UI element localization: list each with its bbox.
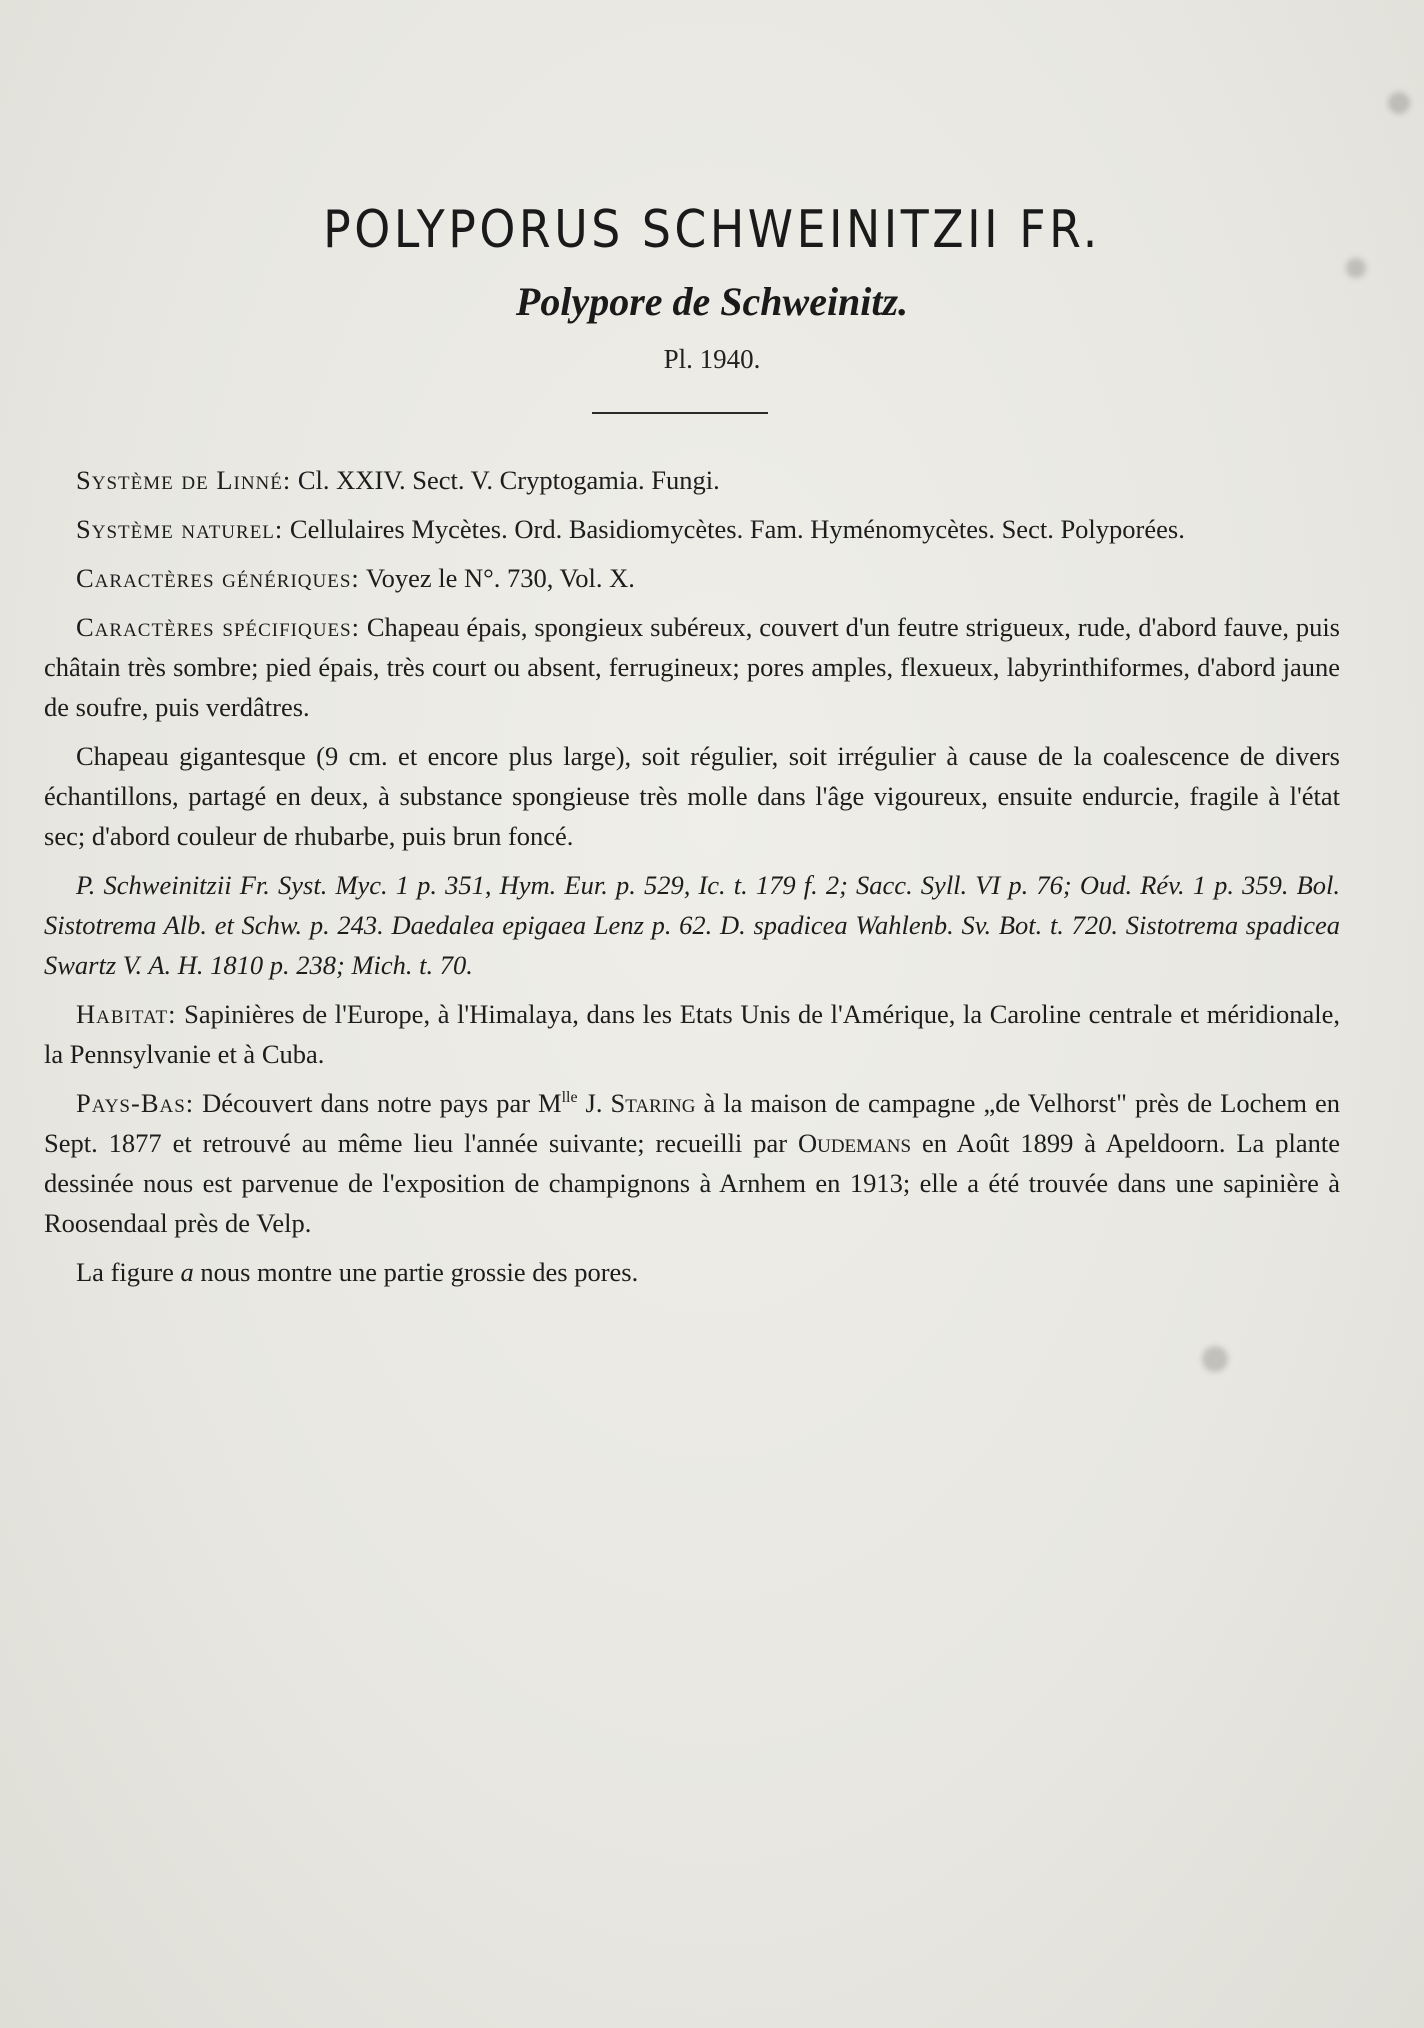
text-paysbas-3: à la maison de campagne „de Velhorst" près de Lochem en Sept. 1877 et retrouvé au même lieu l'année suivante; recueilli par — [44, 1088, 1340, 1158]
stain-spot — [1346, 258, 1366, 278]
paragraph-habitat — [44, 994, 1340, 1074]
label-specifiques: Caractères spécifiques: — [76, 612, 360, 642]
paragraph-synonyms: P. Schweinitzii Fr. Syst. Myc. 1 p. 351, Hym. Eur. p. 529, Ic. t. 179 f. 2; Sacc. Syll. VI p. 76; Oud. Rév. 1 p. 359. Bol. Sistotrema Alb. et Schw. p. 243. Daedalea epigaea Lenz p. 62. D. spadicea Wahlenb. Sv. Bot. t. 720. Sistotrema spadicea Swartz V. A. H. 1810 p. 238; Mich. t. 70. — [44, 870, 1340, 980]
name-oudemans: Oudemans — [797, 1128, 912, 1158]
paragraph-naturel — [44, 509, 1340, 549]
paragraph-paysbas — [44, 1083, 1340, 1243]
plate-number: Pl. 1940. — [663, 344, 761, 374]
label-linne: Système de Linné: — [76, 465, 292, 495]
stain-spot — [1388, 92, 1410, 114]
text-figure-2: nous montre une partie grossie des pores. — [193, 1257, 639, 1287]
stain-spot — [1202, 1346, 1228, 1372]
label-naturel: Système naturel: — [76, 514, 284, 544]
paragraph-specifiques — [44, 607, 1340, 727]
article-body — [44, 460, 1340, 1301]
text-linne: Cl. XXIV. Sect. V. Cryptogamia. Fungi. — [291, 465, 720, 495]
page-title: POLYPORUS SCHWEINITZII FR. — [323, 200, 1101, 260]
text-paysbas-1: Découvert dans notre pays par M — [194, 1088, 562, 1118]
figure-letter: a — [180, 1257, 194, 1287]
paragraph-figure — [44, 1252, 1340, 1292]
page-subtitle: Polypore de Schweinitz. — [515, 279, 909, 324]
text-generiques: Voyez le N°. 730, Vol. X. — [359, 563, 635, 593]
text-naturel: Cellulaires Mycètes. Ord. Basidiomycètes. Fam. Hyménomycètes. Sect. Polyporées. — [283, 514, 1185, 544]
paragraph-description: Chapeau gigantesque (9 cm. et encore plus large), soit régulier, soit irrégulier à cause de la coalescence de divers échantillons, partagé en deux, à substance spongieuse très molle dans l'âge vigoureux, ensuite endurcie, fragile à l'état sec; d'abord couleur de rhubarbe, puis brun foncé. — [44, 741, 1340, 851]
name-staring: Staring — [610, 1088, 696, 1118]
text-habitat: Sapinières de l'Europe, à l'Himalaya, dans les Etats Unis de l'Amérique, la Caroline centrale et méridionale, la Pennsylvanie et à Cuba. — [44, 999, 1340, 1069]
paragraph-generiques — [44, 558, 1340, 598]
text-paysbas-2: J. — [577, 1088, 611, 1118]
paragraph-linne — [44, 460, 1340, 500]
text-specifiques: Chapeau épais, spongieux subéreux, couvert d'un feutre strigueux, rude, d'abord fauve, puis châtain très sombre; pied épais, très court ou absent, ferrugineux; pores amples, flexueux, labyrinthiformes, d'abord jaune de soufre, puis verdâtres. — [44, 612, 1340, 722]
divider-rule — [592, 412, 768, 414]
label-habitat: Habitat: — [76, 999, 177, 1029]
text-figure-1: La figure — [76, 1257, 181, 1287]
label-paysbas: Pays-Bas: — [76, 1088, 195, 1118]
label-generiques: Caractères génériques: — [76, 563, 360, 593]
text-paysbas-4: en Août 1899 à Apeldoorn. La plante dessinée nous est parvenue de l'exposition de champignons à Arnhem en 1913; elle a été trouvée dans une sapinière à Roosendaal près de Velp. — [44, 1128, 1340, 1238]
superscript-lle: lle — [561, 1089, 578, 1107]
